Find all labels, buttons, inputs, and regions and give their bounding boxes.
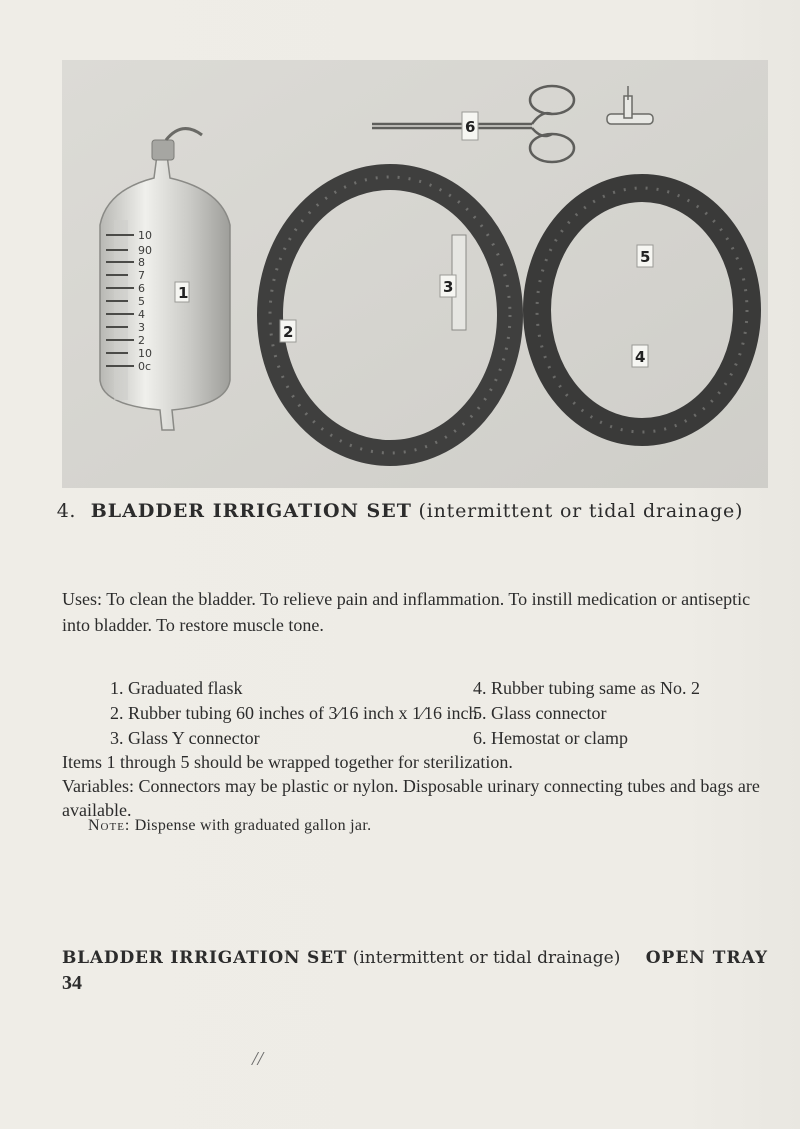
flask-mark: 90 xyxy=(138,244,152,257)
item-6-label: 6 xyxy=(465,118,476,136)
flask-mark: 10 xyxy=(138,347,152,360)
list-item: 2. Rubber tubing 60 inches of 3⁄16 inch x 1⁄16 inch xyxy=(110,703,478,723)
note-text: Dispense with graduated gallon jar. xyxy=(134,817,372,834)
uses-paragraph xyxy=(62,586,768,638)
footer-subtitle: (intermittent or tidal drainage) xyxy=(352,948,621,968)
flask-mark: 3 xyxy=(138,321,145,334)
item-3-label: 3 xyxy=(443,278,454,296)
flask-mark: 8 xyxy=(138,256,145,269)
flask-mark: 5 xyxy=(138,295,145,308)
note xyxy=(88,817,371,835)
page-footer xyxy=(62,948,768,968)
figure-title xyxy=(0,500,800,522)
list-item: 3. Glass Y connector xyxy=(110,728,260,748)
flask-mark: 6 xyxy=(138,282,145,295)
item-1-label: 1 xyxy=(178,284,189,302)
handwritten-mark: // xyxy=(252,1048,264,1070)
list-item-row xyxy=(110,726,790,751)
footer-title xyxy=(62,948,620,968)
equipment-photo xyxy=(62,60,768,488)
flask-mark: 2 xyxy=(138,334,145,347)
figure-number: 4. xyxy=(56,500,77,522)
page-number: 34 xyxy=(62,972,82,994)
list-item: 6. Hemostat or clamp xyxy=(473,728,628,748)
instructions-paragraphs xyxy=(62,750,772,822)
figure-title-main: BLADDER IRRIGATION SET xyxy=(90,500,412,522)
flask-mark: 0c xyxy=(138,360,152,373)
note-label: Note: xyxy=(88,817,131,834)
flask-mark: 4 xyxy=(138,308,145,321)
footer-tray: OPEN TRAY xyxy=(645,948,768,968)
list-item: 1. Graduated flask xyxy=(110,678,243,698)
items-list xyxy=(110,676,790,751)
list-item-row xyxy=(110,701,790,726)
footer-title-main: BLADDER IRRIGATION SET xyxy=(62,948,348,968)
figure-subtitle: (intermittent or tidal drainage) xyxy=(418,500,744,522)
item-4-label: 4 xyxy=(635,348,646,366)
uses-text: To clean the bladder. To relieve pain and inflammation. To instill medication or antiseptic into bladder. To restore muscle tone. xyxy=(62,589,751,635)
variables-text: Variables: Connectors may be plastic or nylon. Disposable urinary connecting tubes and bags are available. xyxy=(62,776,760,820)
list-item: 5. Glass connector xyxy=(473,703,607,723)
sterilization-text: Items 1 through 5 should be wrapped together for sterilization. xyxy=(62,752,513,772)
item-2-label: 2 xyxy=(283,323,294,341)
uses-label: Uses: xyxy=(62,589,102,609)
list-item: 4. Rubber tubing same as No. 2 xyxy=(473,678,700,698)
flask-mark: 10 xyxy=(138,229,152,242)
item-5-label: 5 xyxy=(640,248,651,266)
flask-mark: 7 xyxy=(138,269,145,282)
list-item-row xyxy=(110,676,790,701)
